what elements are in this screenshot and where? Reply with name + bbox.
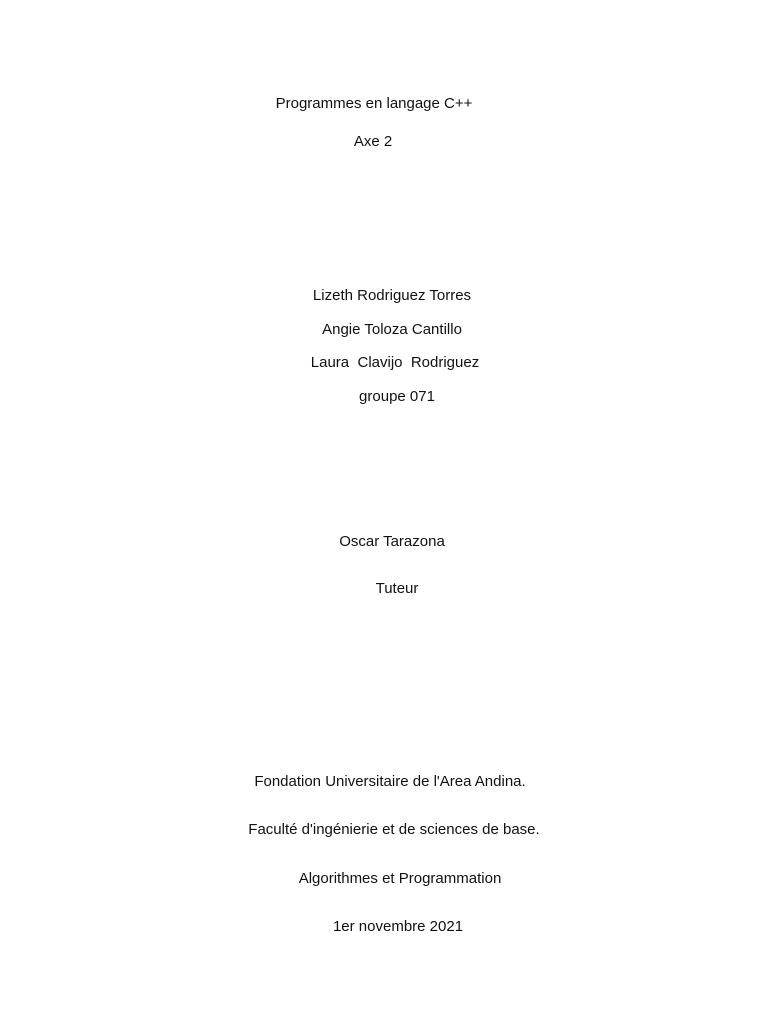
faculty-name: Faculté d'ingénierie et de sciences de base. bbox=[248, 821, 540, 838]
course-name: Algorithmes et Programmation bbox=[298, 870, 502, 887]
document-title: Programmes en langage C++ bbox=[275, 95, 473, 112]
author-3: Laura Clavijo Rodriguez bbox=[310, 354, 480, 371]
author-2: Angie Toloza Cantillo bbox=[322, 321, 462, 338]
document-subtitle: Axe 2 bbox=[353, 133, 393, 150]
institution-name: Fondation Universitaire de l'Area Andina. bbox=[254, 773, 526, 790]
document-date: 1er novembre 2021 bbox=[332, 918, 464, 935]
tutor-role: Tuteur bbox=[375, 580, 419, 597]
author-1: Lizeth Rodriguez Torres bbox=[312, 287, 472, 304]
tutor-name: Oscar Tarazona bbox=[339, 533, 445, 550]
group-label: groupe 071 bbox=[359, 388, 435, 405]
